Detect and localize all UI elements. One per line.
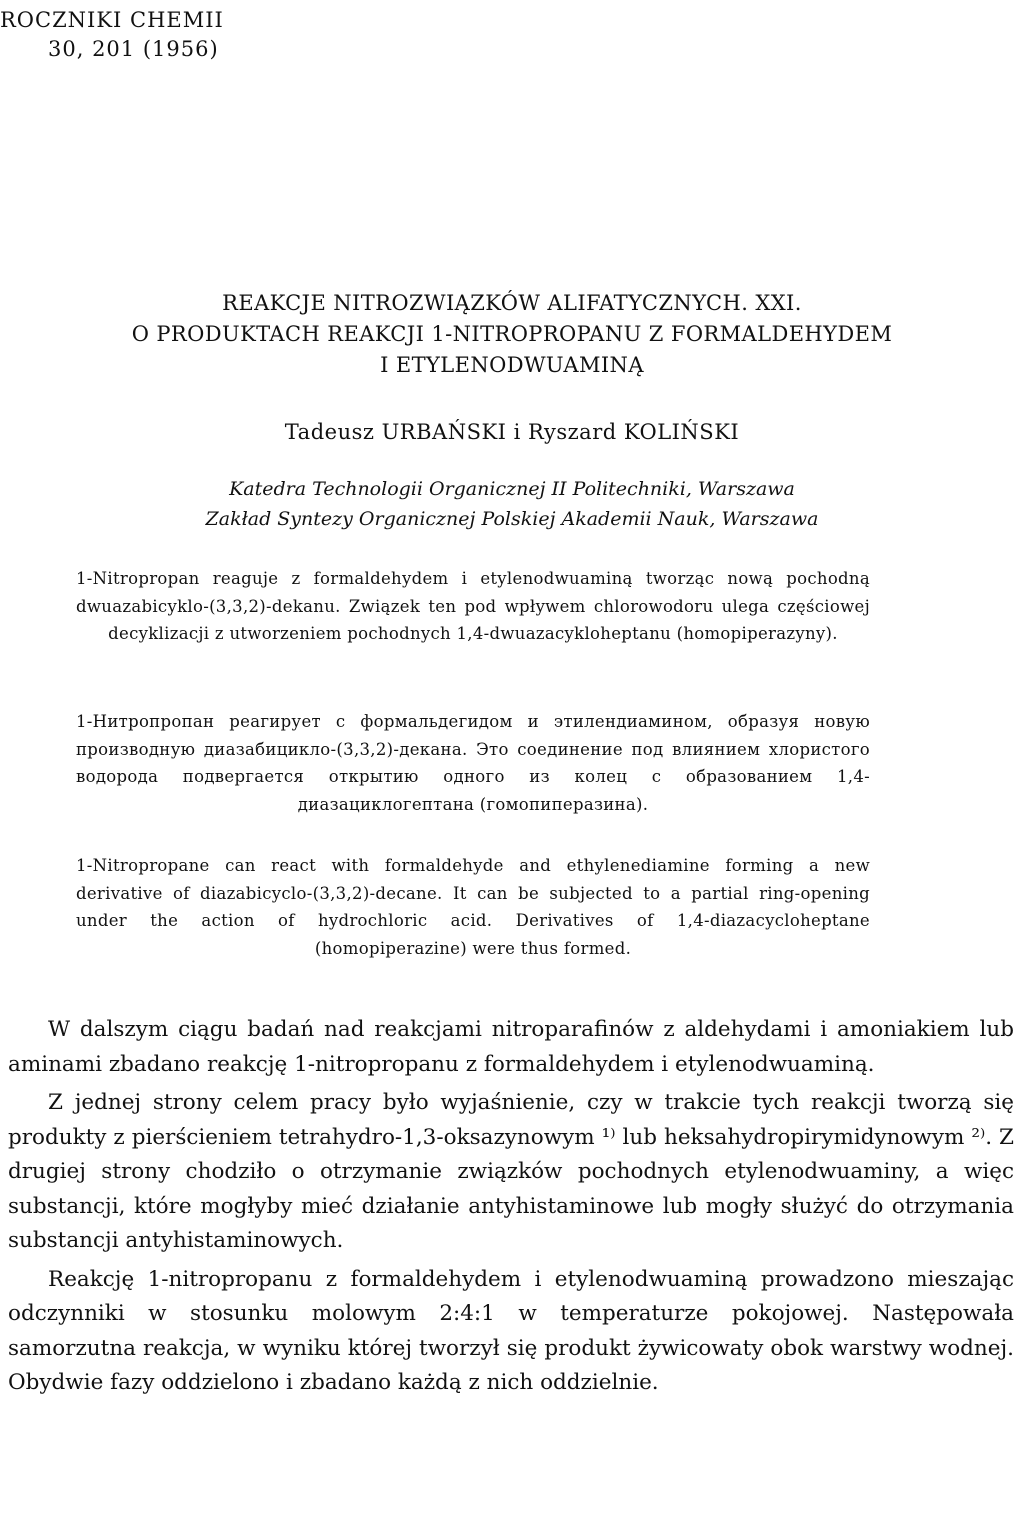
journal-name: ROCZNIKI CHEMII: [0, 8, 224, 32]
title-line-3: I ETYLENODWUAMINĄ: [380, 353, 644, 377]
body-paragraph-1: W dalszym ciągu badań nad reakcjami nitroparafinów z aldehydami i amoniakiem lub aminami zbadano reakcję 1-nitropropanu z formaldehydem i etylenodwuaminą.: [8, 1017, 1014, 1077]
journal-volume: 30, 201 (1956): [48, 37, 219, 61]
body-paragraph-3: Reakcję 1-nitropropanu z formaldehydem i etylenodwuaminą prowadzono mieszając odczynniki w stosunku molowym 2:4:1 w temperaturze pokojowej. Następowała samorzutna reakcja, w wyniku której tworzył się produkt żywicowaty obok warstwy wodnej. Obydwie fazy oddzielono i zbadano każdą z nich oddzielnie.: [8, 1266, 1014, 1395]
abstract-english: 1-Nitropropane can react with formaldehyde and ethylenediamine forming a new derivative of diazabicyclo-(3,3,2)-decane. It can be subjected to a partial ring-opening under the action of hydrochloric acid. Derivatives of 1,4-diazacycloheptane (homopiperazine) were thus formed.: [76, 856, 870, 958]
journal-header: [0, 6, 224, 64]
body-text: [8, 1013, 1014, 1401]
abstract-polish: 1-Nitropropan reaguje z formaldehydem i etylenodwuaminą tworząc nową pochodną dwuazabicyklo-(3,3,2)-dekanu. Związek ten pod wpływem chlorowodoru ulega częściowej decyklizacji z utworzeniem pochodnych 1,4-dwuazacykloheptanu (homopiperazyny).: [76, 569, 870, 643]
affiliation-1: Katedra Technologii Organicznej II Politechniki, Warszawa: [229, 478, 795, 500]
title-line-1: REAKCJE NITROZWIĄZKÓW ALIFATYCZNYCH. XXI.: [222, 291, 802, 315]
affiliations: [0, 474, 1024, 534]
affiliation-2: Zakład Syntezy Organicznej Polskiej Akademii Nauk, Warszawa: [205, 508, 819, 530]
abstract-russian: 1-Нитропропан реагирует с формальдегидом и этилендиамином, образуя новую производную диазабицикло-(3,3,2)-декана. Это соединение под влиянием хлористого водорода подвергается открытию одного из колец с образованием 1,4-диазациклогептана (гомопиперазина).: [76, 712, 870, 814]
title-line-2: O PRODUKTACH REAKCJI 1-NITROPROPANU Z FORMALDEHYDEM: [131, 322, 893, 346]
article-title: [0, 288, 1024, 381]
authors: Tadeusz URBAŃSKI i Ryszard KOLIŃSKI: [284, 420, 740, 444]
body-paragraph-2: Z jednej strony celem pracy było wyjaśnienie, czy w trakcie tych reakcji tworzą się produkty z pierścieniem tetrahydro-1,3-oksazynowym ¹⁾ lub heksahydropirymidynowym ²⁾. Z drugiej strony chodziło o otrzymanie związków pochodnych etylenodwuaminy, a więc substancji, które mogłyby mieć działanie antyhistaminowe lub mogły służyć do otrzymania substancji antyhistaminowych.: [8, 1090, 1014, 1253]
